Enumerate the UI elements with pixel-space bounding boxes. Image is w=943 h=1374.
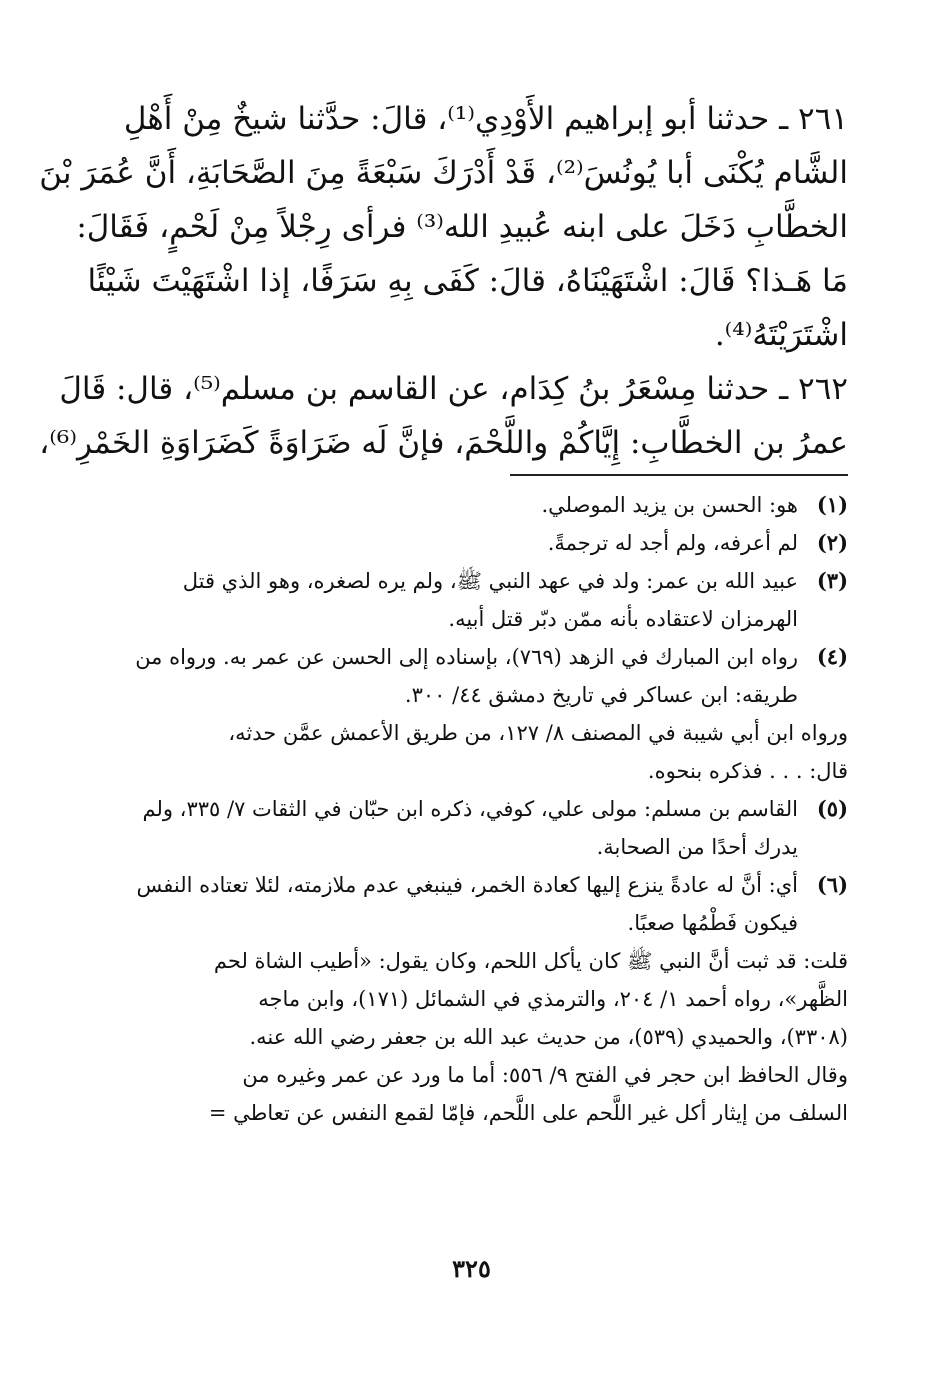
main-text	[39, 92, 848, 470]
footnote-divider	[510, 474, 848, 476]
text-line: الشَّام يُكْنَى أبا يُونُسَ⁽²⁾، قَدْ أَدْرَكَ سَبْعَةً مِنَ الصَّحَابَةِ، أَنَّ عُمَرَ بْنَ	[39, 155, 848, 191]
footnote-body	[112, 638, 798, 714]
footnote-number: (٥)	[816, 796, 848, 821]
footnote-line: يدرك أحدًا من الصحابة.	[596, 835, 798, 859]
footnote-line: قلت: قد ثبت أنَّ النبي ﷺ كان يأكل اللحم، وكان يقول: «أطيب الشاة لحم	[213, 949, 848, 973]
text-line: اشْتَرَيْتَهُ⁽⁴⁾.	[714, 317, 848, 353]
footnote-line: وقال الحافظ ابن حجر في الفتح ٩/ ٥٥٦: أما ما ورد عن عمر وغيره من	[242, 1063, 848, 1087]
footnote-body	[112, 486, 798, 524]
footnote-4	[112, 638, 848, 714]
footnote-line: الهرمزان لاعتقاده بأنه ممّن دبّر قتل أبيه.	[448, 607, 798, 631]
footnote-line: ورواه ابن أبي شيبة في المصنف ٨/ ١٢٧، من طريق الأعمش عمَّن حدثه،	[228, 721, 848, 745]
footnote-line: عبيد الله بن عمر: ولد في عهد النبي ﷺ، ولم يره لصغره، وهو الذي قتل	[182, 569, 798, 593]
text-line: ٢٦٢ ـ حدثنا مِسْعَرُ بنُ كِدَام، عن القاسم بن مسلم⁽⁵⁾، قال: قَالَ	[59, 371, 848, 407]
footnote-body	[112, 524, 798, 562]
footnote-body	[112, 790, 798, 866]
footnote-line: رواه ابن المبارك في الزهد (٧٦٩)، بإسناده إلى الحسن عن عمر به. ورواه من	[135, 645, 798, 669]
footnote-line: هو: الحسن بن يزيد الموصلي.	[541, 493, 798, 517]
footnote-6-continuation	[112, 942, 848, 1132]
footnote-4-continuation	[112, 714, 848, 790]
footnotes	[112, 486, 848, 1132]
footnote-body	[112, 562, 798, 638]
footnote-number: (٣)	[816, 568, 848, 593]
footnote-body	[112, 866, 798, 942]
footnote-line: قال: . . . فذكره بنحوه.	[647, 759, 848, 783]
footnote-number: (٢)	[816, 530, 848, 555]
footnote-line: الظَّهر»، رواه أحمد ١/ ٢٠٤، والترمذي في الشمائل (١٧١)، وابن ماجه	[258, 987, 848, 1011]
paragraph-262	[39, 362, 848, 470]
footnote-number: (٤)	[816, 644, 848, 669]
footnote-6	[112, 866, 848, 942]
footnote-line: القاسم بن مسلم: مولى علي، كوفي، ذكره ابن حبّان في الثقات ٧/ ٣٣٥، ولم	[142, 797, 798, 821]
footnote-number: (١)	[816, 492, 848, 517]
footnote-line: أي: أنَّ له عادةً ينزع إليها كعادة الخمر، فينبغي عدم ملازمته، لئلا تعتاده النفس	[136, 873, 798, 897]
page-number: ٣٢٥	[452, 1254, 491, 1283]
paragraph-261	[39, 92, 848, 362]
text-line: ٢٦١ ـ حدثنا أبو إبراهيم الأَوْدِي⁽¹⁾، قالَ: حدَّثنا شيخٌ مِنْ أَهْلِ	[123, 101, 848, 137]
footnote-2	[112, 524, 848, 562]
footnote-line: (٣٣٠٨)، والحميدي (٥٣٩)، من حديث عبد الله بن جعفر رضي الله عنه.	[249, 1025, 848, 1049]
footnote-number: (٦)	[816, 872, 848, 897]
footnote-line: لم أعرفه، ولم أجد له ترجمةً.	[547, 531, 798, 555]
text-line: عمرُ بن الخطَّابِ: إِيَّاكُمْ واللَّحْمَ، فإنَّ لَه ضَرَاوَةً كَضَرَاوَةِ الخَمْرِ⁽⁶⁾،	[39, 425, 848, 461]
text-line: الخطَّابِ دَخَلَ على ابنه عُبيدِ الله⁽³⁾ فرأى رِجْلاً مِنْ لَحْمٍ، فَقَالَ:	[76, 209, 848, 245]
footnote-3	[112, 562, 848, 638]
footnote-line: طريقه: ابن عساكر في تاريخ دمشق ٤٤/ ٣٠٠.	[404, 683, 798, 707]
footnote-5	[112, 790, 848, 866]
footnote-1	[112, 486, 848, 524]
text-line: مَا هَـذا؟ قَالَ: اشْتَهَيْنَاهُ، قالَ: كَفَى بِهِ سَرَفًا، إذا اشْتَهَيْتَ شَيْئًا	[87, 263, 848, 299]
footnote-line: فيكون فَطْمُها صعبًا.	[627, 911, 798, 935]
footnote-line: السلف من إيثار أكل غير اللَّحم على اللَّحم، فإمّا لقمع النفس عن تعاطي =	[208, 1101, 848, 1125]
